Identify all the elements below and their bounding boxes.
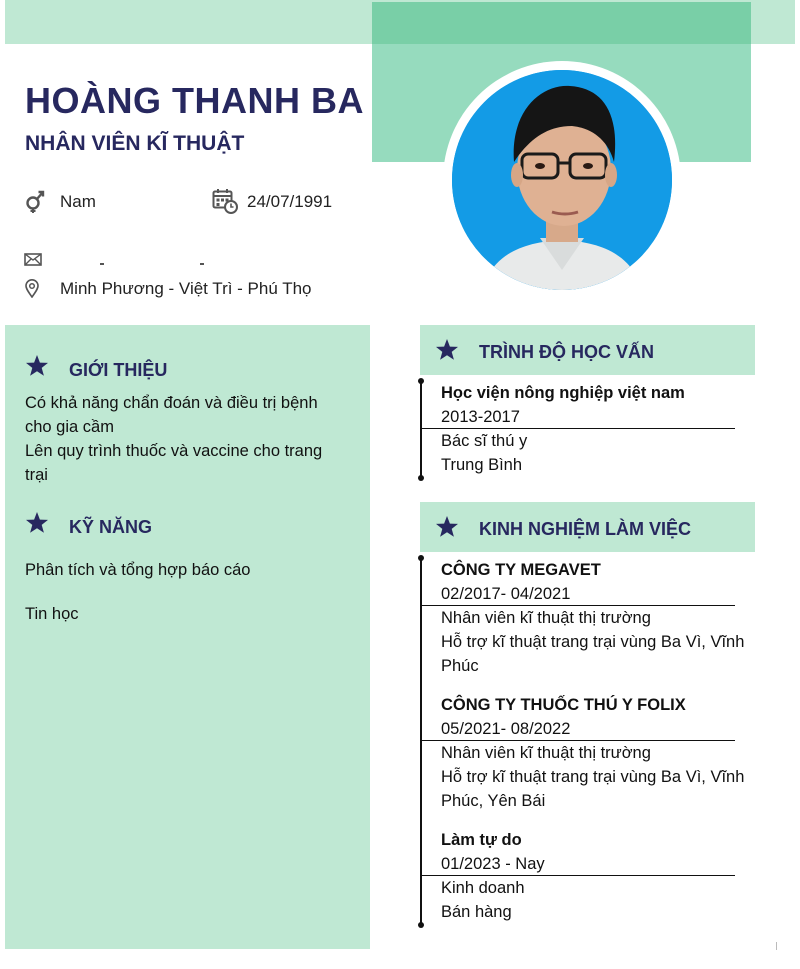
timeline-line — [420, 558, 422, 926]
intro-line: cho gia cầm — [25, 418, 114, 436]
candidate-name: HOÀNG THANH BA — [25, 80, 364, 121]
job-period: 05/2021- 08/2022 — [441, 720, 571, 738]
gender-value: Nam — [60, 192, 96, 211]
star-icon — [25, 354, 49, 377]
job-line: Nhân viên kĩ thuật thị trường — [441, 609, 651, 627]
skills-title: KỸ NĂNG — [69, 517, 153, 537]
job-company: CÔNG TY THUỐC THÚ Y FOLIX — [441, 696, 686, 714]
timeline-dot — [418, 378, 424, 384]
intro-line: Lên quy trình thuốc và vaccine cho trang — [25, 442, 323, 460]
job-period: 02/2017- 04/2021 — [441, 585, 571, 603]
profile-photo — [452, 70, 672, 290]
job-company: Làm tự do — [441, 831, 522, 849]
timeline-dot — [418, 475, 424, 481]
job-company: CÔNG TY MEGAVET — [441, 561, 601, 579]
calendar-icon — [212, 188, 238, 214]
education-title: TRÌNH ĐỘ HỌC VẤN — [479, 342, 654, 362]
intro-line: trại — [25, 466, 48, 484]
skill-item: Phân tích và tổng hợp báo cáo — [25, 561, 251, 579]
star-icon — [25, 511, 49, 534]
job-line: Phúc, Yên Bái — [441, 792, 546, 810]
job-period: 01/2023 - Nay — [441, 855, 545, 873]
star-icon — [435, 338, 459, 361]
experience-title: KINH NGHIỆM LÀM VIỆC — [479, 519, 692, 539]
star-icon — [435, 515, 459, 538]
page-mark — [776, 942, 777, 950]
intro-line: Có khả năng chẩn đoán và điều trị bệnh — [25, 394, 318, 412]
job-line: Hỗ trợ kĩ thuật trang trại vùng Ba Vì, Vĩnh — [441, 768, 745, 786]
job-line: Nhân viên kĩ thuật thị trường — [441, 744, 651, 762]
location-icon — [25, 279, 39, 298]
job-line: Kinh doanh — [441, 879, 525, 897]
job-line: Phúc — [441, 657, 479, 675]
education-line: Trung Bình — [441, 456, 523, 474]
job-title: NHÂN VIÊN KĨ THUẬT — [25, 132, 245, 155]
intro-title: GIỚI THIỆU — [69, 360, 168, 380]
timeline-dot — [418, 555, 424, 561]
job-line: Bán hàng — [441, 903, 512, 921]
photo-band-top — [372, 2, 751, 44]
birthdate-value: 24/07/1991 — [247, 192, 333, 211]
timeline-line — [420, 381, 422, 478]
education-line: Bác sĩ thú y — [441, 432, 528, 450]
email-redacted-mark — [100, 263, 104, 265]
gender-icon — [24, 188, 46, 214]
portrait-illustration — [452, 70, 672, 290]
mail-icon — [24, 253, 42, 266]
school-name: Học viện nông nghiệp việt nam — [441, 384, 685, 402]
skill-item: Tin học — [25, 605, 79, 623]
timeline-dot — [418, 922, 424, 928]
education-period: 2013-2017 — [441, 408, 520, 426]
address-value: Minh Phương - Việt Trì - Phú Thọ — [60, 279, 312, 298]
job-line: Hỗ trợ kĩ thuật trang trại vùng Ba Vì, Vĩnh — [441, 633, 745, 651]
email-redacted-mark — [200, 263, 204, 265]
